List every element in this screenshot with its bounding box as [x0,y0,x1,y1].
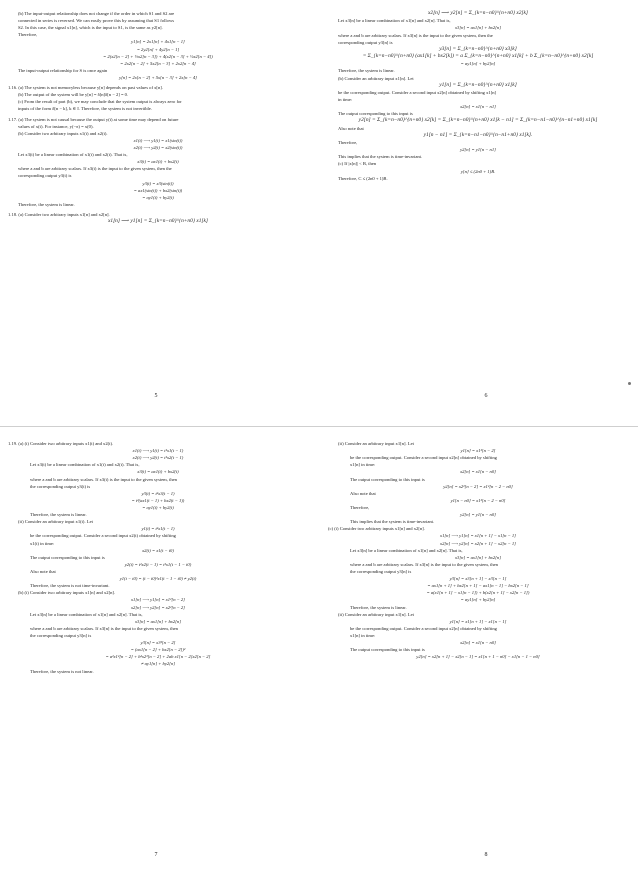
equation-line: y3(t) = t²x3(t − 1) [141,490,175,496]
equation-line: = ax1[n + 1] + bx2[n + 1] − ax1[n − 1] − bx2[n − 1] [427,583,529,589]
text-line: Therefore, the system is not linear. [30,668,94,674]
equation-line: y2[n] = y1[n − n1] [460,147,496,153]
equation-line: y2[n] = x2[n + 1] − x2[n − 1] = x1[n + 1 − n0] − x1[n − 1 − n0] [416,654,540,660]
text-line: Also note that [350,490,376,496]
equation-line: y[n] = 2x[n − 2] + 5x[n − 3] + 2x[n − 4] [119,74,197,80]
text-line: (c) If |x[n]| < B, then [338,161,377,167]
equation-line: x2[n] = x1[n − n0] [460,469,496,475]
equation-line: = a²x1²[n − 2] + b²x2²[n − 2] + 2ab x1[n − 2]x2[n − 2] [105,654,211,660]
equation-line: = a(x1[n + 1] − x1[n − 1]) + b(x2[n + 1] − x2[n − 1]) [426,590,530,596]
equation-line: y1[n] = 2x1[n] + 4x1[n − 1] [131,39,185,45]
equation-line: y2[n] = Σ_{k=n−n0}^{n+n0} x2[k] = Σ_{k=n−n0}^{n+n0} x1[k − n1] = Σ_{k=n−n1−n0}^{n−n1+n0} x1[k] [358,117,598,124]
text-line: Let x3[n] be a linear combination of x1[n] and x2[n]. That is, [350,547,463,553]
equation-line: x1[n] ⟶ y1[n] = Σ_{k=n−n0}^{n+n0} x1[k] [107,218,208,225]
equation-line: y2[n] = x2²[n − 2] = x1²[n − 2 − n0] [443,483,513,489]
text-line: where a and b are arbitrary scalars. If x3(t) is the input to the given system, then the [18,166,172,172]
text-line: the corresponding output y3[n] is [350,568,412,574]
page-5-column [8,10,308,380]
text-line: The input-output relationship for S is once again [18,67,108,73]
page-number-5: 5 [154,393,158,399]
page-6-column [328,10,628,380]
equation-line: = 2x2[n − 2] + 5x2[n − 3] + 2x2[n − 4] [120,60,196,66]
text-line: This implies that the system is time-invariant. [338,154,423,160]
equation-line: x3[n] = ax1[n] + bx2[n] [454,25,501,31]
text-line: x1(t) in time: [30,540,55,546]
text-line: 1.16. (a) The system is not memoryless because y[n] depends on past values of x[n]. [8,85,163,91]
text-line: (b) Consider two arbitrary inputs x1(t) and x2(t). [18,130,108,136]
text-line: (b) Consider an arbitrary input x1[n]. Let [338,75,414,81]
text-line: in time: [338,97,353,103]
text-line: Therefore, the system is linear. [350,604,407,610]
text-line: where a and b are arbitrary scalars. If x3(t) is the input to the given system, then [30,476,177,482]
text-line: S2. In this case, the signal x1[n], which is the input to S1, is the same as y2[n]. [18,25,163,31]
text-line: 1.18. (a) Consider two arbitrary inputs x1[n] and x2[n]. [8,211,110,217]
equation-line: = 2y2[n] + 4y2[n − 1] [136,46,180,52]
equation-line: ≠ ay1[n] + by2[n] [140,661,176,667]
text-line: x1[n] in time: [350,632,376,638]
equation-line: x2[n] ⟶ y2[n] = x2²[n − 2] [131,604,185,610]
equation-line: y3[n] = Σ_{k=n−n0}^{n+n0} x3[k] [439,45,517,52]
text-line: where a and b are arbitrary scalars. If x3[n] is the input to the given system, then the [338,32,493,38]
text-line: where a and b are arbitrary scalars. If x3[n] is the input to the given system, then [30,625,178,631]
page-7-column [8,440,308,840]
text-line: where a and b are arbitrary scalars. If x3[n] is the input to the given system, then [350,561,498,567]
equation-line: y2[n] = y1[n − n0] [460,512,496,518]
text-line: The output corresponding to this input is [350,476,425,482]
text-line: This implies that the system is time-invariant. [350,519,435,525]
text-line: (ii) Consider an arbitrary input x1[n]. Let [338,441,414,446]
text-line: 1.19. (a) (i) Consider two arbitrary inputs x1(t) and x2(t). [8,441,114,446]
text-line: be the corresponding output. Consider a second input x2[n] obtained by shifting x1[n] [338,89,497,95]
equation-line: y1[n] = x1[n + 1] − x1[n − 1] [449,618,507,624]
equation-line: y2(t) = t²x2(t − 1) = t²x1(t − 1 − t0) [124,561,192,567]
equation-line: y1[n] = Σ_{k=n−n0}^{n+n0} x1[k] [439,81,517,88]
equation-line: y3[n] = x3²[n − 2] [140,640,176,646]
equation-line: = ay1(t) + by2(t) [142,504,174,510]
text-line: (b) The input-output relationship does not change if the order in which S1 and S2 are [18,11,175,16]
text-line: Therefore, C ≤ (2n0 + 1)B. [338,175,388,181]
equation-line: x3(t) = ax1(t) + bx2(t) [137,159,179,165]
equation-line: x1[n] ⟶ y1[n] = x1[n + 1] − x1[n − 1] [440,533,516,539]
page-number-7: 7 [154,852,158,858]
scan-dot-mark [628,382,631,385]
equation-line: y[n] ≤ (2n0 + 1)B. [460,168,496,174]
text-line: x1[n] in time: [350,462,376,468]
text-line: Let x3[n] be a linear combination of x1[n] and x2[n]. That is, [30,611,143,617]
text-line: Therefore, [18,32,38,38]
text-line: 1.17. (a) The system is not causal because the output y(t) at some time may depend on future [8,116,179,122]
text-line: be the corresponding output. Consider a second input x2(t) obtained by shifting [30,533,176,539]
equation-line: x1(t) ⟶ y1(t) = t²x1(t − 1) [132,448,184,454]
equation-line: y3[n] = x3[n + 1] − x3[n − 1] [449,576,507,582]
text-line: corresponding output y3[n] is [338,39,393,45]
equation-line: x2[n] = x1[n − n1] [460,104,496,110]
text-line: (c) From the result of part (b), we may conclude that the system output is always zero for [18,99,182,105]
equation-line: y1[n − n1] = Σ_{k=n−n1−n0}^{n−n1+n0} x1[k]. [423,131,533,138]
equation-line: x2[n] ⟶ y2[n] = x2[n + 1] − x2[n − 1] [440,540,516,546]
text-line: inputs of the form δ[n − k], k ∈ I. Therefore, the system is not invertible. [18,106,152,112]
text-line: Therefore, the system is not time-invariant. [30,583,110,589]
equation-line: y1[n] = x1²[n − 2] [460,448,496,454]
page-number-6: 6 [484,393,488,399]
text-line: Also note that [338,125,364,131]
equation-line: x2(t) = x1(t − t0) [142,547,174,553]
text-line: (ii) Consider an arbitrary input x1(t). Let [18,519,93,525]
text-line: corresponding output y3(t) is [18,173,72,179]
text-line: Therefore, [338,140,358,146]
text-line: Therefore, [350,504,370,510]
text-line: Let x3(t) be a linear combination of x1(t) and x2(t). That is, [30,462,140,468]
page-number-8: 8 [484,852,488,858]
equation-line: x2[n] ⟶ y2[n] = Σ_{k=n−n0}^{n+n0} x2[k] [427,10,528,16]
equation-line: = ay1(t) + by2(t) [142,194,174,200]
equation-line: = ax1(sin(t)) + bx2(sin(t)) [133,187,183,193]
equation-line: = ay1[n] + by2[n] [460,597,496,603]
page-8-column [328,440,628,840]
text-line: Therefore, the system is linear. [338,68,395,74]
text-line: be the corresponding output. Consider a second input x2[n] obtained by shifting [350,625,497,631]
equation-line: x2(t) ⟶ y2(t) = t²x2(t − 1) [132,455,184,461]
equation-line: x3[n] = ax1[n] + bx2[n] [134,618,181,624]
page-divider [0,426,638,427]
text-line: Therefore, the system is linear. [18,201,75,207]
equation-line: x1[n] ⟶ y1[n] = x1²[n − 2] [131,597,185,603]
equation-line: x3[n] = ax1[n] + bx2[n] [454,554,501,560]
equation-line: = Σ_{k=n−n0}^{n+n0} (ax1[k] + bx2[k]) = a Σ_{k=n−n0}^{n+n0} x1[k] + b Σ_{k=n−n0}^{n+n0} x2[k] [362,53,594,60]
text-line: Let x3[n] be a linear combination of x1[n] and x2[n]. That is, [338,18,451,24]
equation-line: = t²(ax1(t − 1) + bx2(t − 1)) [131,497,185,503]
text-line: Therefore, the system is linear. [30,512,87,518]
text-line: connected in series is reversed. We can easily prove this by assuming that S1 follows [18,18,175,24]
text-line: the corresponding output y3(t) is [30,483,91,489]
text-line: the corresponding output y3[n] is [30,632,92,638]
text-line: The output corresponding to this input is [30,554,105,560]
text-line: Let x3(t) be a linear combination of x1(t) and x2(t). That is, [18,152,128,158]
equation-line: x2[n] = x1[n − n0] [460,640,496,646]
equation-line: y1[n − n0] = x1²[n − 2 − n0] [450,497,506,503]
text-line: (c) (i) Consider two arbitrary inputs x1[n] and x2[n]. [328,526,425,532]
equation-line: y3(t) = x3(sin(t)) [142,180,174,186]
text-line: (b) The output of the system will be y[n] = δ[n]δ[n − 2] = 0. [18,92,129,98]
text-line: (ii) Consider an arbitrary input x1[n]. Let [338,611,414,617]
equation-line: x2(t) ⟶ y2(t) = x2(sin(t)) [133,144,183,150]
equation-line: x3(t) = ax1(t) + bx2(t) [137,469,179,475]
equation-line: y1(t) = t²x1(t − 1) [141,526,175,532]
equation-line: = (ax1[n − 2] + bx2[n − 2])² [130,647,186,653]
equation-line: = ay1[n] + by2[n] [460,61,496,67]
text-line: The output corresponding to this input is [350,647,425,653]
equation-line: x1(t) ⟶ y1(t) = x1(sin(t)) [133,137,183,143]
text-line: The output corresponding to this input is [338,111,413,117]
text-line: values of x(t). For instance, y(−π) = x(0). [18,123,94,129]
equation-line: y1(t − t0) = (t − t0)²x1(t − 1 − t0) ≠ y2(t) [119,576,197,582]
text-line: (b) (i) Consider two arbitrary inputs x1[n] and x2[n]. [18,590,116,596]
equation-line: = 2(x2[n − 2] + ½x2[n − 3]) + 4(x2[n − 3] + ½x2[n − 4]) [103,53,213,59]
text-line: Also note that [30,568,56,574]
text-line: be the corresponding output. Consider a second input x2[n] obtained by shifting [350,455,497,461]
